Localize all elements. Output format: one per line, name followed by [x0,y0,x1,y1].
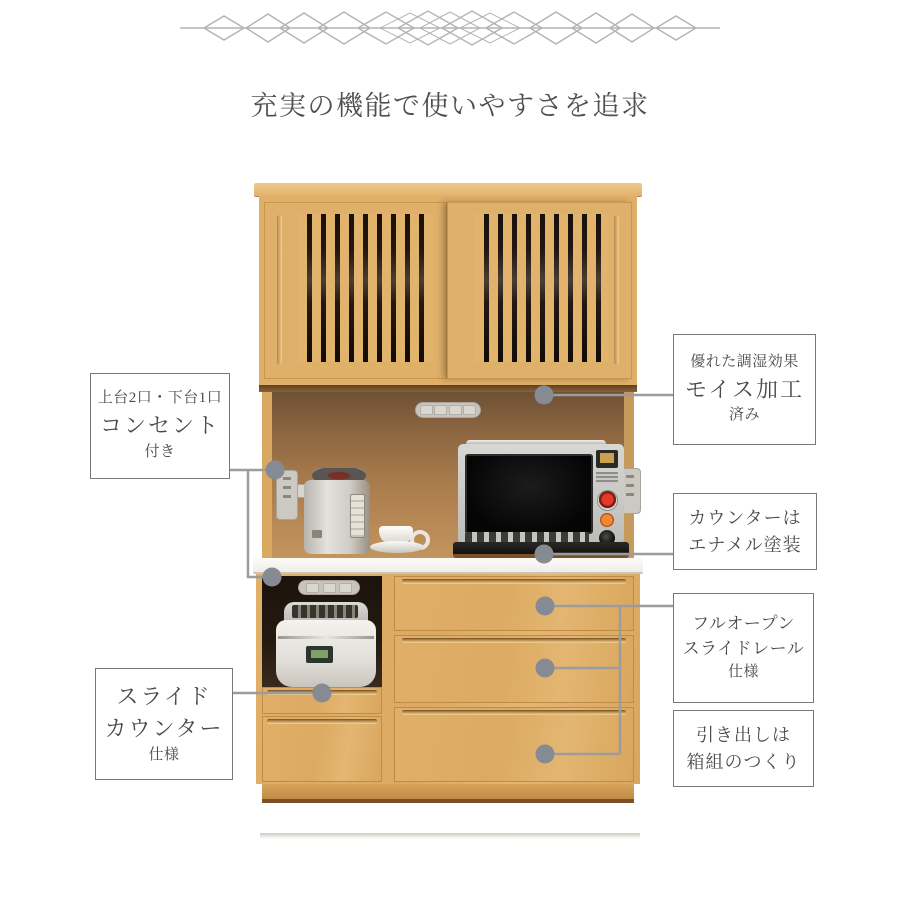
callout-moiss [673,334,816,445]
pot-water-window [350,494,365,538]
pot-logo [312,530,322,538]
rice-cooker-panel [292,605,358,618]
cup-and-saucer [370,526,426,558]
wall-outlet-left [276,470,298,520]
door-slats [298,214,433,362]
enamel-counter-top [253,558,643,574]
open-counter-area [262,392,634,558]
upper-cabinet-shadow [259,385,637,392]
left-bottom-drawer [262,716,382,782]
callout-full-open [673,593,814,703]
rice-cooker-display [306,646,333,663]
callout-outlet-line1: 上台2口・下台1口 [97,390,223,407]
callout-outlet-line3: 付き [144,443,176,460]
ornament-divider-icon [180,10,720,46]
callout-slide-line2: カウンター [104,716,224,742]
drawer-1 [394,576,634,631]
microwave-door-glass [465,454,593,534]
callout-box-drawer [673,710,814,787]
callout-enamel-line1: カウンターは [688,508,802,529]
callout-boxdrawer-line1: 引き出しは [696,725,791,746]
sliding-door-left [264,202,447,379]
callout-moiss-line1: 優れた調湿効果 [690,353,799,370]
callout-slide-counter [95,668,233,780]
drawer-3 [394,707,634,782]
callout-moiss-line3: 済み [728,407,760,424]
microwave-display [596,450,618,468]
kitchen-cabinet-photo [256,183,640,835]
power-strip-outlet-lower [298,580,360,595]
door-slats [475,214,608,362]
rice-cooker [276,602,376,687]
cabinet-top-board [254,183,642,197]
callout-outlet-line2: コンセント [99,413,220,439]
microwave-orange-button [600,513,614,527]
door-handle-groove [277,215,282,365]
upper-cabinet [259,196,637,385]
slide-counter-front [262,687,382,714]
saucer [370,541,424,553]
callout-fullopen-line2: スライドレール [682,639,805,659]
callout-slide-line1: スライド [116,684,212,710]
callout-enamel-line2: エナメル塗装 [688,534,802,555]
electric-thermo-pot [304,468,374,554]
callout-boxdrawer-line2: 箱組のつくり [686,751,801,772]
slide-counter-alcove [262,576,382,687]
callout-fullopen-line3: 仕様 [727,663,759,680]
lower-cabinet [256,574,640,784]
microwave-label-lines [596,472,618,484]
power-strip-outlet [415,402,481,418]
callout-fullopen-line1: フルオープン [692,614,795,634]
page-title: 充実の機能で使いやすさを追求 [250,91,650,121]
callout-moiss-line2: モイス加工 [684,376,805,402]
ground-shadow [260,833,640,839]
callout-slide-line3: 仕様 [148,747,180,764]
sliding-door-right [447,202,632,379]
callout-enamel [673,493,817,570]
microwave-base-tray [453,542,629,558]
door-handle-groove [614,215,619,365]
cabinet-base [262,784,634,803]
rice-cooker-band [278,636,374,639]
callout-outlet [90,373,230,479]
microwave-start-button [597,490,618,511]
microwave-oven [458,440,624,558]
drawer-2 [394,635,634,703]
